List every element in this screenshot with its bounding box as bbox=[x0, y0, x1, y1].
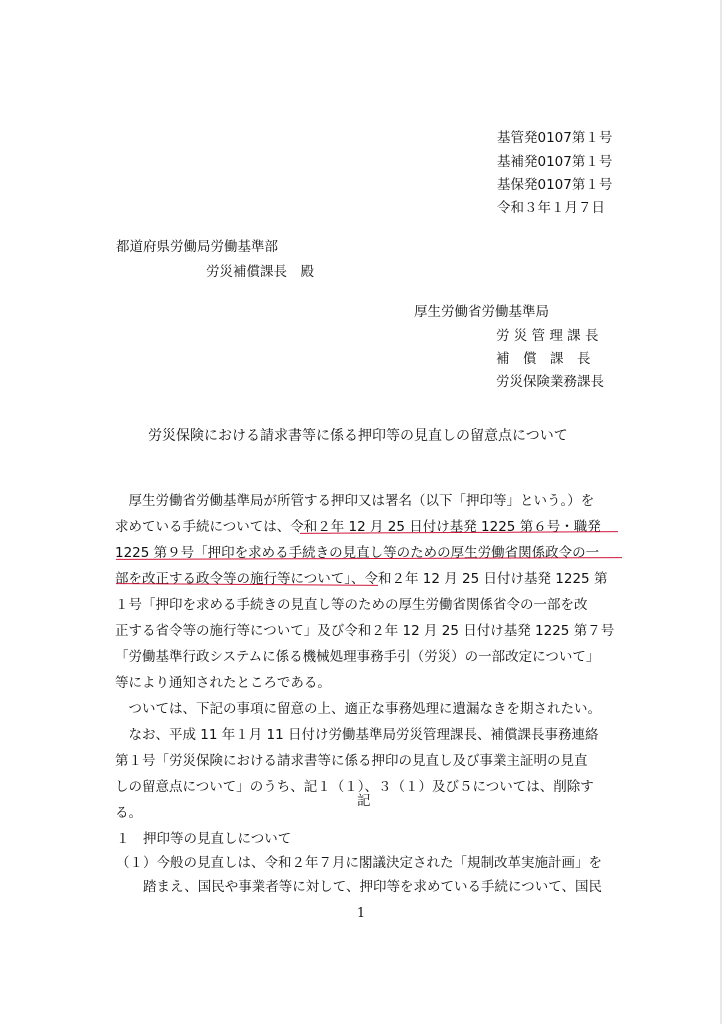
reference-number-1: 基管発0107第１号 bbox=[497, 130, 613, 146]
body-line: 第１号「労災保険における請求書等に係る押印の見直し及び事業主証明の見直 bbox=[115, 753, 588, 769]
body-line: なお、平成 11 年１月 11 日付け労働基準局労災管理課長、補償課長事務連絡 bbox=[115, 727, 599, 743]
body-line: 厚生労働省労働基準局が所管する押印又は署名（以下「押印等」という。）を bbox=[115, 493, 595, 509]
document-title: 労災保険における請求書等に係る押印等の見直しの留意点について bbox=[148, 428, 568, 444]
body-line: 求めている手続については、令和２年 12 月 25 日付け基発 1225 第６号・職発 bbox=[115, 519, 601, 535]
section-1-item-1-line-1: （１）今般の見直しは、令和２年７月に閣議決定された「規制改革実施計画」を bbox=[116, 855, 602, 871]
body-line: 等により通知されたところである。 bbox=[115, 675, 331, 691]
sender-title-3: 労災保険業務課長 bbox=[496, 374, 604, 390]
sender-org: 厚生労働省労働基準局 bbox=[414, 304, 549, 320]
reference-number-3: 基保発0107第１号 bbox=[497, 177, 613, 193]
section-1-item-1-line-2: 踏まえ、国民や事業者等に対して、押印等を求めている手続について、国民 bbox=[116, 879, 602, 895]
document-date: 令和３年１月７日 bbox=[497, 200, 605, 216]
body-line: 「労働基準行政システムに係る機械処理事務手引（労災）の一部改定について」 bbox=[115, 649, 600, 665]
reference-number-2: 基補発0107第１号 bbox=[497, 154, 613, 170]
body-line: る。 bbox=[115, 805, 142, 821]
addressee-title: 労災補償課長 殿 bbox=[206, 264, 314, 280]
body-line: １号「押印を求める手続きの見直し等のための厚生労働省関係省令の一部を改 bbox=[115, 597, 588, 613]
body-line: ついては、下記の事項に留意の上、適正な事務処理に遺漏なきを期されたい。 bbox=[115, 701, 601, 717]
body-line: 正する省令等の施行等について」及び令和２年 12 月 25 日付け基発 1225 第７号 bbox=[115, 623, 615, 639]
ki-heading: 記 bbox=[357, 793, 371, 809]
page-number: 1 bbox=[356, 906, 366, 921]
body-line: 1225 第９号「押印を求める手続きの見直し等のための厚生労働省関係政令の一 bbox=[115, 545, 600, 561]
body-line: しの留意点について」のうち、記１（１）、３（１）及び５については、削除す bbox=[115, 779, 594, 795]
section-1-heading: １ 押印等の見直しについて bbox=[116, 831, 292, 847]
addressee-org: 都道府県労働局労働基準部 bbox=[116, 239, 278, 255]
body-text bbox=[115, 488, 623, 826]
sender-title-1: 労 災 管 理 課 長 bbox=[496, 328, 599, 344]
sender-title-2: 補 償 課 長 bbox=[496, 351, 591, 367]
body-line: 部を改正する政令等の施行等について」、令和２年 12 月 25 日付け基発 1225 第 bbox=[115, 571, 608, 587]
